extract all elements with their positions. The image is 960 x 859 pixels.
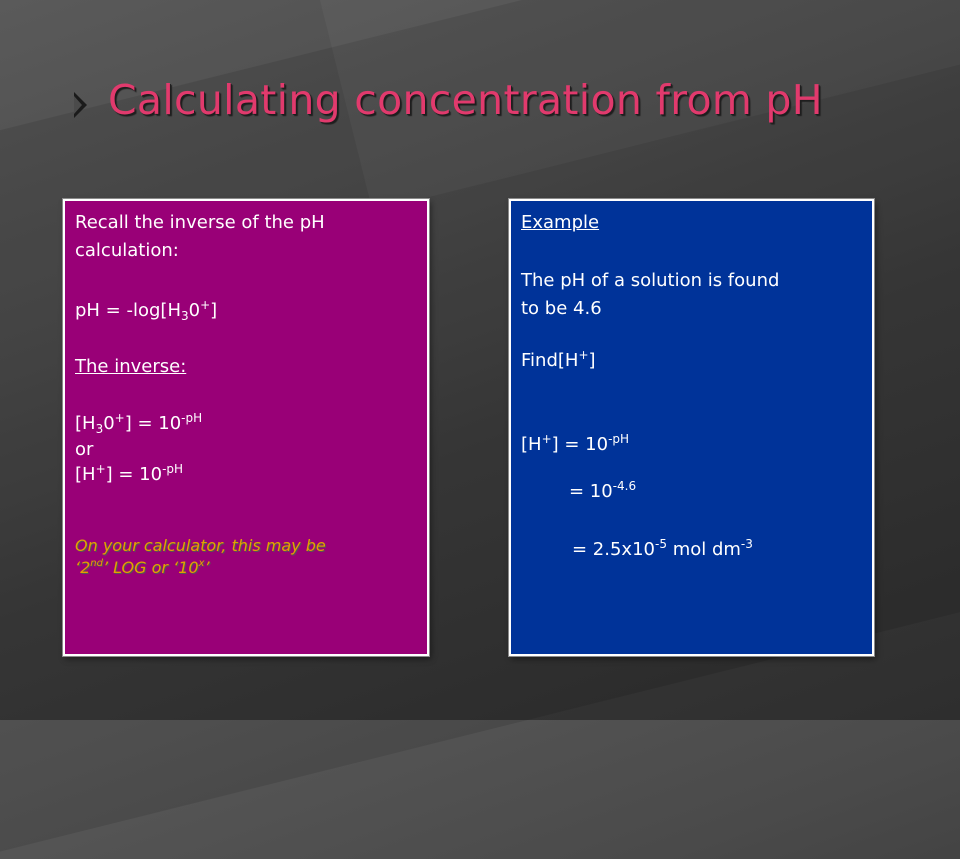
intro-line-1: Recall the inverse of the pH [75, 212, 325, 233]
solution-step-3: = $2.5x10^{-5}$ mol $dm^{-3}$ [572, 537, 753, 560]
find-h-line: Find[H+] [521, 348, 596, 371]
problem-line-2: to be 4.6 [521, 298, 602, 319]
inverse-calculation-panel [63, 199, 429, 656]
intro-line-2: calculation: [75, 240, 179, 261]
example-panel [509, 199, 874, 656]
example-heading: Example [521, 212, 600, 233]
ph-formula: pH = $-\log[H_30^+]$ [75, 298, 218, 323]
solution-step-1: $[H^+] = 10^{-pH}$ [521, 432, 630, 455]
inverse-heading: The inverse: [75, 356, 187, 377]
inverse-formula-h3o: $[H_30^+] = 10^{-pH}$ [75, 411, 203, 436]
or-label: or [75, 439, 94, 460]
inverse-formula-h: $[H^+] = 10^{-pH}$ [75, 462, 184, 485]
title-arrow-icon [74, 92, 87, 118]
problem-line-1: The pH of a solution is found [521, 270, 780, 291]
slide-title: Calculating concentration from pH [108, 76, 823, 124]
solution-step-2: = $10^{-4.6}$ [569, 479, 637, 502]
calculator-note-line-2: ‘2nd’ LOG or ‘10$^x$’ [75, 558, 210, 577]
calculator-note-line-1: On your calculator, this may be [75, 536, 326, 555]
